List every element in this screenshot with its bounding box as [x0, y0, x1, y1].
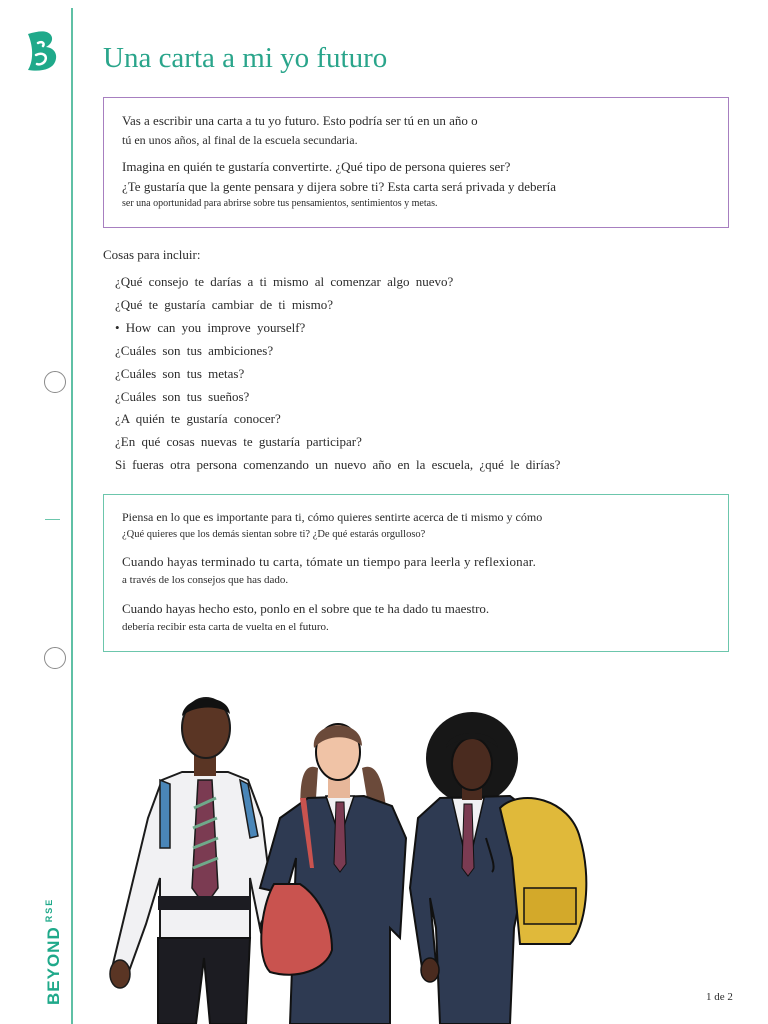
beyond-logo-icon [24, 28, 60, 74]
intro-line-4: ¿Te gustaría que la gente pensara y dijera sobre ti? Esta carta será privada y debería [122, 179, 557, 194]
intro-line-2: tú en unos años, al final de la escuela secundaria. [122, 133, 358, 147]
list-item: ¿Cuáles son tus sueños? [115, 388, 250, 404]
binder-hole-top [44, 371, 66, 393]
intro-line-1: Vas a escribir una carta a tu yo futuro. Esto podría ser tú en un año o [122, 113, 478, 128]
student-middle-figure [260, 724, 406, 1024]
brand-name: BEYOND [44, 926, 63, 1005]
intro-line-3: Imagina en quién te gustaría convertirte. ¿Qué tipo de persona quieres ser? [122, 159, 511, 174]
binder-hole-bottom [44, 647, 66, 669]
reflect-line-6: debería recibir esta carta de vuelta en el futuro. [122, 621, 329, 633]
list-item: ¿Cuáles son tus ambiciones? [115, 342, 274, 358]
list-item: • How can you improve yourself? [115, 319, 306, 335]
include-list [115, 271, 560, 477]
reflection-box [103, 494, 729, 652]
student-left-figure [110, 698, 280, 1024]
intro-box [103, 97, 729, 228]
students-illustration [100, 688, 600, 1024]
intro-line-5: ser una oportunidad para abrirse sobre tus pensamientos, sentimientos y metas. [122, 198, 438, 209]
list-item: ¿Cuáles son tus metas? [115, 365, 245, 381]
reflect-line-5: Cuando hayas hecho esto, ponlo en el sobre que te ha dado tu maestro. [122, 601, 490, 616]
reflect-line-3: Cuando hayas terminado tu carta, tómate un tiempo para leerla y reflexionar. [122, 554, 537, 569]
list-item: ¿Qué te gustaría cambiar de ti mismo? [115, 296, 333, 312]
list-item: ¿A quién te gustaría conocer? [115, 411, 281, 427]
list-item: Si fueras otra persona comenzando un nuevo año en la escuela, ¿qué le dirías? [115, 457, 561, 473]
reflect-line-2: ¿Qué quieres que los demás sientan sobre ti? ¿De qué estarás orgulloso? [122, 529, 426, 540]
brand-wordmark [44, 898, 64, 1005]
include-label: Cosas para incluir: [103, 247, 201, 262]
list-item: ¿Qué consejo te darías a ti mismo al comenzar algo nuevo? [115, 274, 454, 289]
page-number: 1 de 2 [706, 991, 733, 1003]
reflect-line-1: Piensa en lo que es importante para ti, cómo quieres sentirte acerca de ti mismo y cómo [122, 510, 543, 524]
brand-suffix: RSE [44, 897, 54, 923]
student-right-figure [410, 712, 586, 1024]
fold-mark [45, 519, 60, 520]
margin-line [71, 8, 73, 1024]
page-title: Una carta a mi yo futuro [103, 42, 388, 74]
reflect-line-4: a través de los consejos que has dado. [122, 574, 289, 586]
list-item: ¿En qué cosas nuevas te gustaría participar? [115, 434, 362, 450]
